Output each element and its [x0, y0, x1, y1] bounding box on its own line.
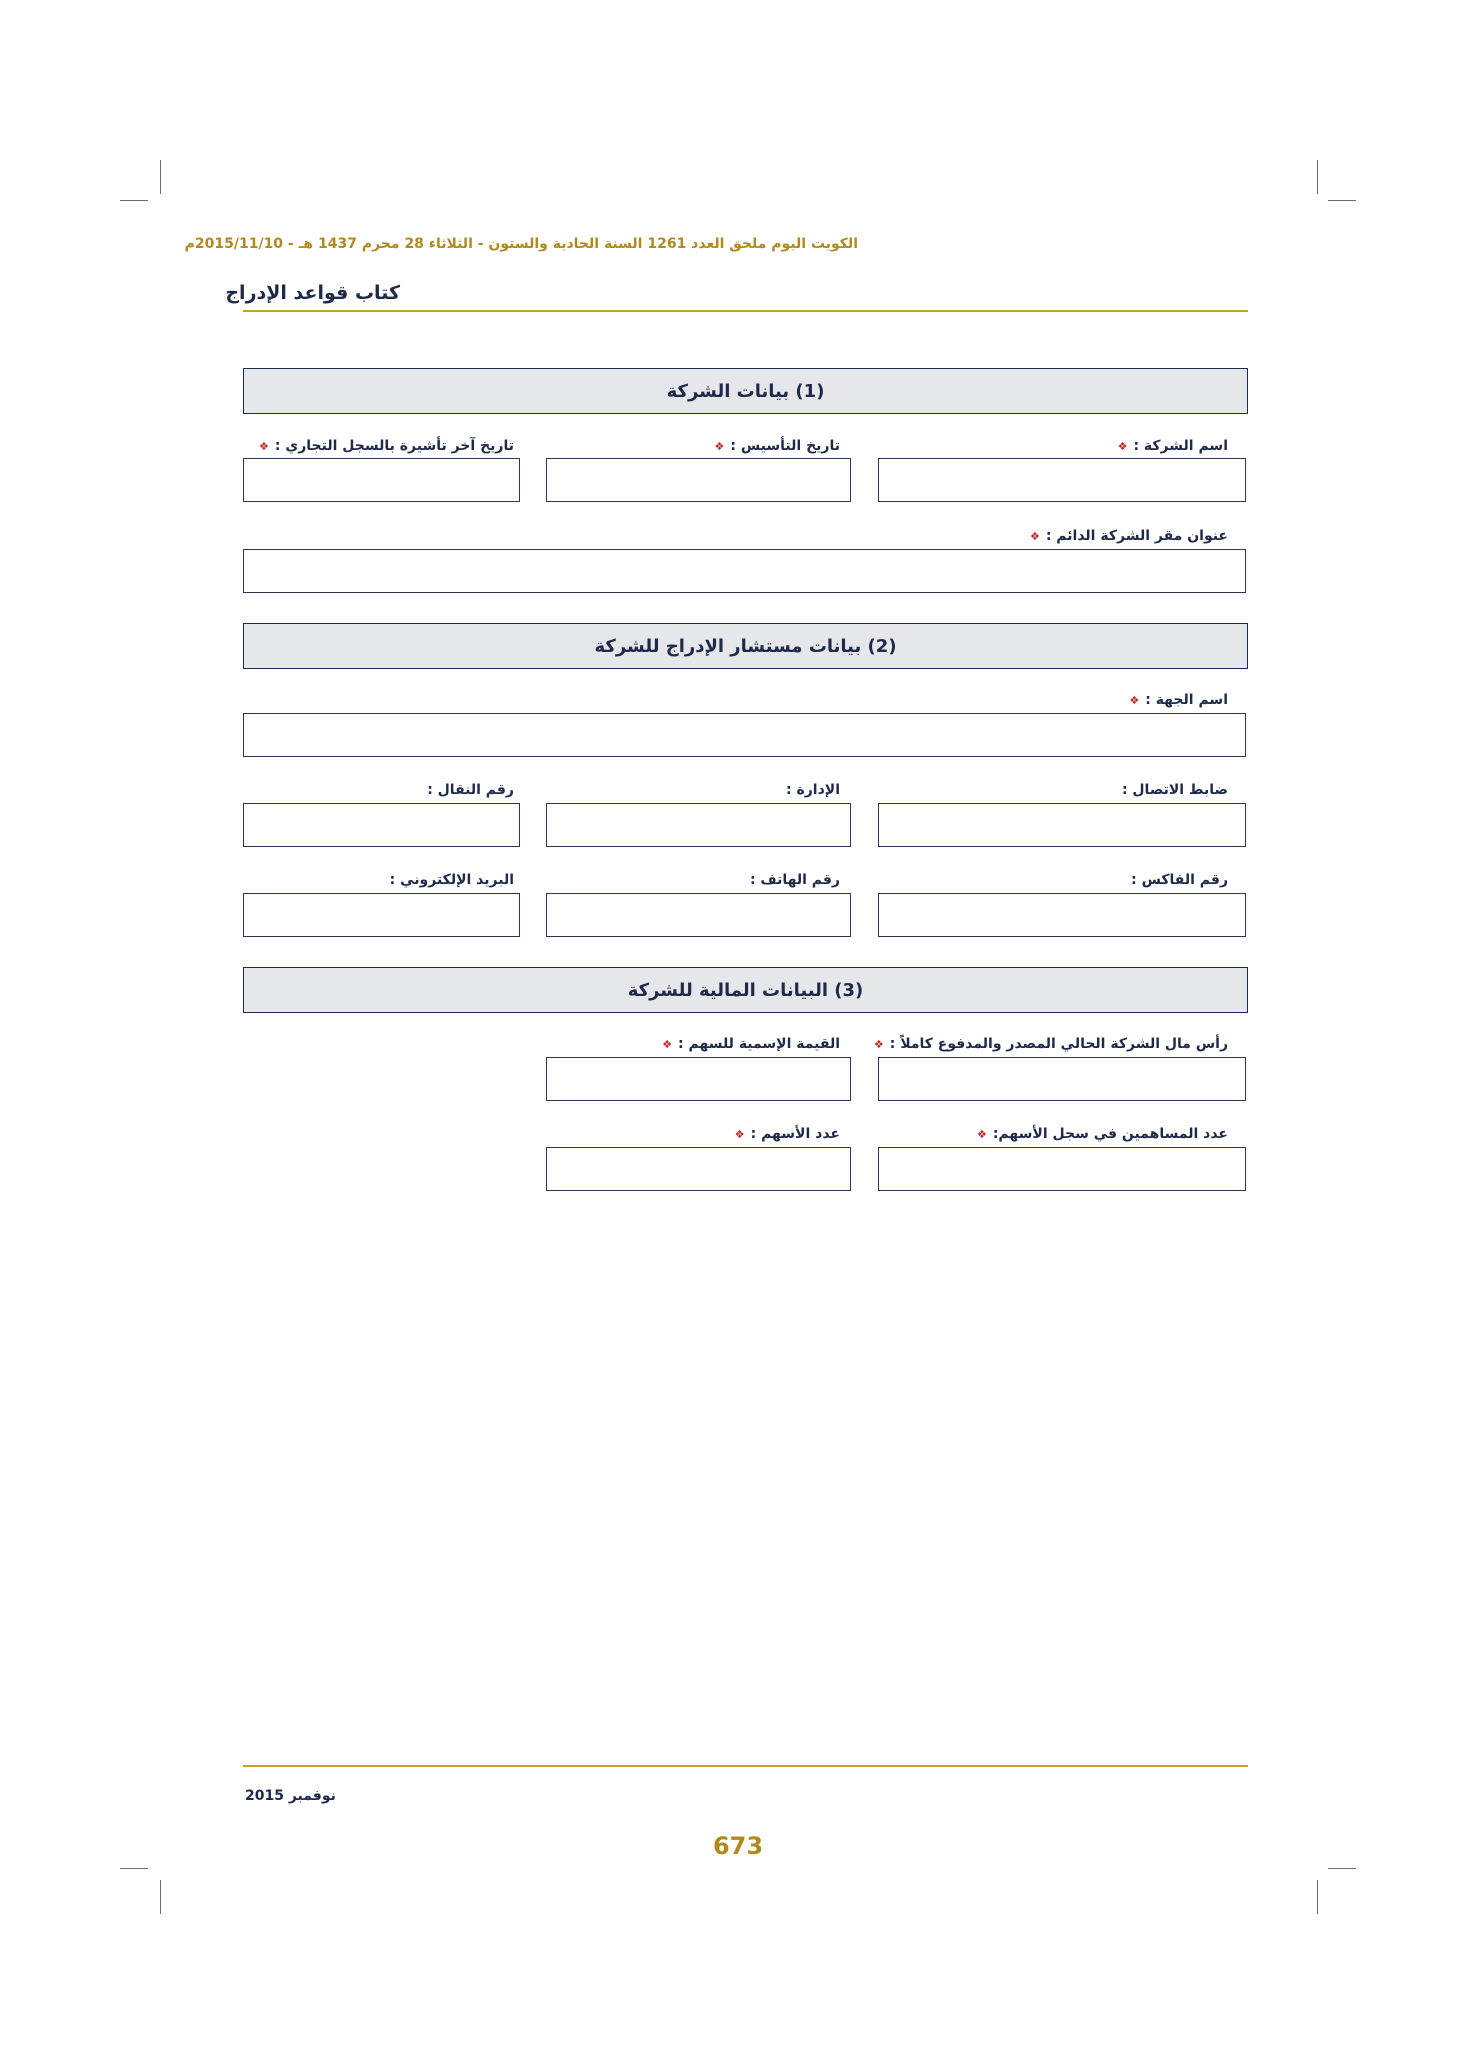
last-registry-date-field[interactable]	[243, 458, 520, 502]
nominal-value-label: القيمة الإسمية للسهم :❖	[662, 1036, 840, 1052]
capital-field[interactable]	[878, 1057, 1246, 1101]
email-label: البريد الإلكتروني :	[389, 872, 514, 888]
shareholders-count-field[interactable]	[878, 1147, 1246, 1191]
required-marker: ❖	[1029, 530, 1040, 543]
page-number: 673	[712, 1832, 764, 1860]
entity-name-field[interactable]	[243, 713, 1246, 757]
required-marker: ❖	[1129, 694, 1140, 707]
crop-mark	[120, 200, 148, 201]
section-2-header: (2) بيانات مستشار الإدراج للشركة	[243, 623, 1248, 669]
shares-count-field[interactable]	[546, 1147, 851, 1191]
founding-date-field[interactable]	[546, 458, 851, 502]
crop-mark	[1317, 160, 1318, 194]
required-marker: ❖	[259, 440, 269, 453]
fax-label: رقم الفاكس :	[1131, 872, 1228, 888]
department-label: الإدارة :	[785, 782, 840, 798]
shares-count-label: عدد الأسهم :❖	[734, 1126, 840, 1142]
department-field[interactable]	[546, 803, 851, 847]
required-marker: ❖	[976, 1128, 987, 1141]
crop-mark	[160, 1880, 161, 1914]
company-name-label: اسم الشركة :❖	[1117, 438, 1228, 454]
required-marker: ❖	[734, 1128, 745, 1141]
phone-field[interactable]	[546, 893, 851, 937]
address-field[interactable]	[243, 549, 1246, 593]
founding-date-label: تاريخ التأسيس :❖	[714, 438, 840, 454]
footer-rule	[243, 1765, 1248, 1767]
crop-mark	[160, 160, 161, 194]
required-marker: ❖	[1117, 440, 1128, 453]
liaison-officer-label: ضابط الاتصال :	[1121, 782, 1228, 798]
liaison-officer-field[interactable]	[878, 803, 1246, 847]
issue-header: الكويت اليوم ملحق العدد 1261 السنة الحادية والستون - الثلاثاء 28 محرم 1437 هـ - 2015/11/10م	[184, 236, 858, 252]
crop-mark	[1328, 1868, 1356, 1869]
nominal-value-field[interactable]	[546, 1057, 851, 1101]
email-field[interactable]	[243, 893, 520, 937]
header-rule	[243, 310, 1248, 312]
company-name-field[interactable]	[878, 458, 1246, 502]
required-marker: ❖	[662, 1038, 673, 1051]
fax-field[interactable]	[878, 893, 1246, 937]
document-title: كتاب قواعد الإدراج	[225, 282, 400, 304]
entity-name-label: اسم الجهة :❖	[1129, 692, 1228, 708]
required-marker: ❖	[714, 440, 725, 453]
footer-month: نوفمبر 2015	[245, 1788, 336, 1804]
last-registry-date-label: تاريخ آخر تأشيرة بالسجل التجاري :❖	[259, 438, 514, 454]
mobile-field[interactable]	[243, 803, 520, 847]
crop-mark	[1328, 200, 1356, 201]
section-3-header: (3) البيانات المالية للشركة	[243, 967, 1248, 1013]
crop-mark	[120, 1868, 148, 1869]
section-1-header: (1) بيانات الشركة	[243, 368, 1248, 414]
shareholders-count-label: عدد المساهمين في سجل الأسهم:❖	[976, 1126, 1228, 1142]
mobile-label: رقم النقال :	[427, 782, 514, 798]
capital-label: رأس مال الشركة الحالي المصدر والمدفوع كاملاً :❖	[873, 1036, 1228, 1052]
crop-mark	[1317, 1880, 1318, 1914]
phone-label: رقم الهاتف :	[749, 872, 840, 888]
required-marker: ❖	[873, 1038, 884, 1051]
address-label: عنوان مقر الشركة الدائم :❖	[1029, 528, 1228, 544]
